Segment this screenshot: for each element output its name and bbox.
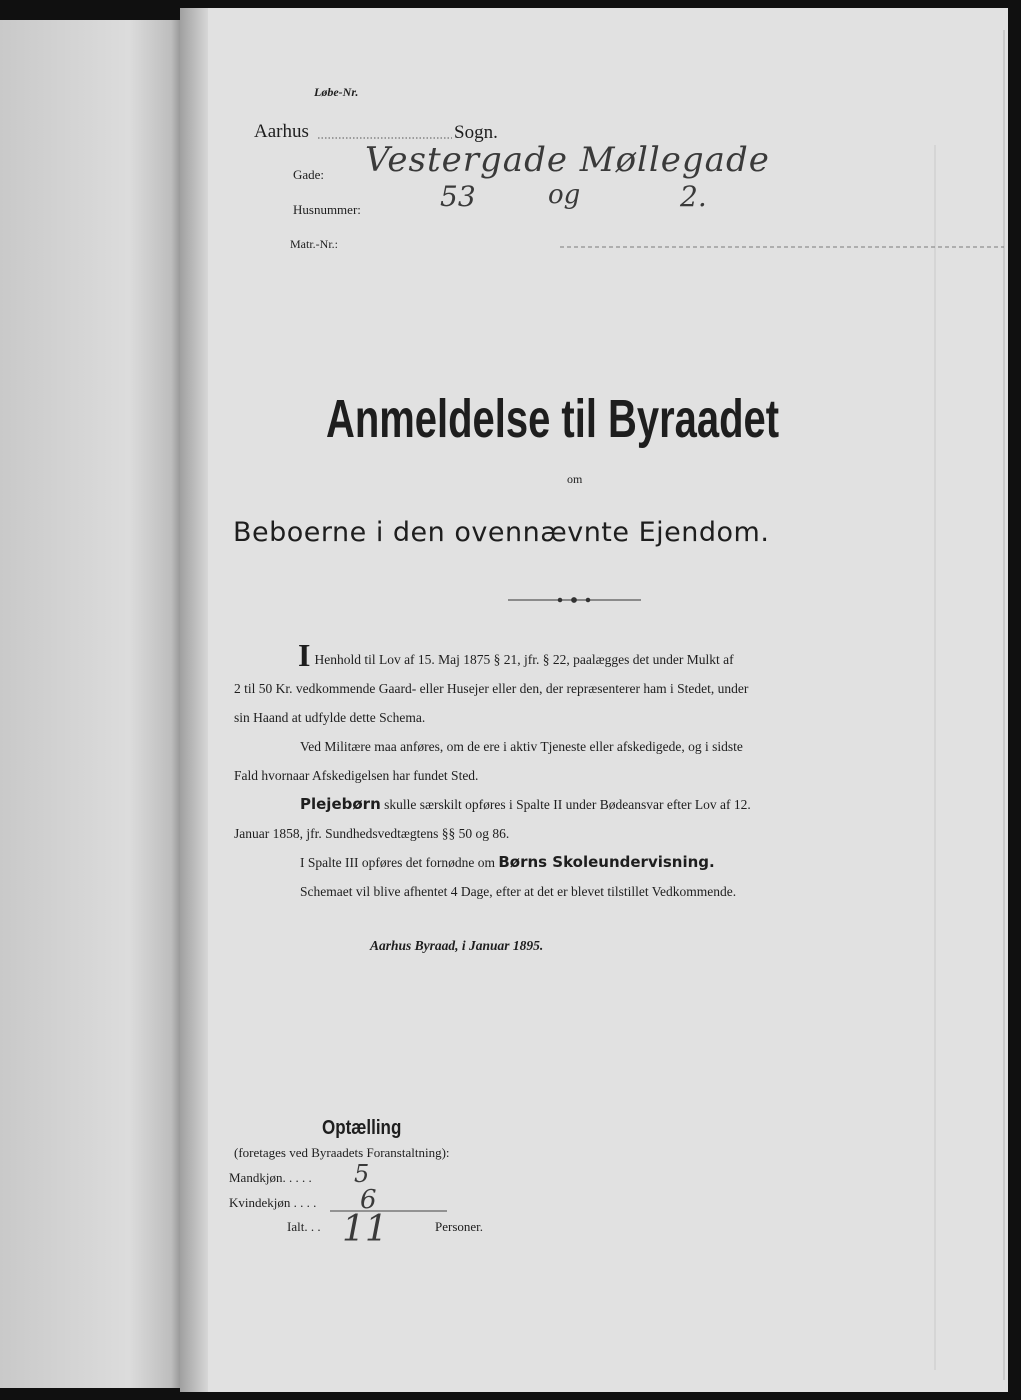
title-om: om bbox=[567, 472, 583, 486]
dropcap: I bbox=[298, 637, 311, 673]
female-label: Kvindekjøn . . . . bbox=[229, 1195, 317, 1210]
persons-label: Personer. bbox=[435, 1219, 484, 1234]
p3-line1: skulle særskilt opføres i Spalte II under Bødeansvar efter Lov af 12. bbox=[380, 797, 751, 812]
husnummer-handwritten-3: 2. bbox=[680, 180, 707, 213]
total-label: Ialt. . . bbox=[287, 1219, 321, 1234]
female-value-handwritten: 6 bbox=[360, 1185, 377, 1215]
husnummer-label: Husnummer: bbox=[293, 202, 361, 217]
signature-line: Aarhus Byraad, i Januar 1895. bbox=[370, 938, 544, 953]
lobe-nr-label: Løbe-Nr. bbox=[314, 85, 359, 99]
city-label: Aarhus bbox=[254, 121, 309, 142]
p3-line2: Januar 1858, jfr. Sundhedsvedtægtens §§ 50 og 86. bbox=[234, 826, 510, 841]
male-value-handwritten: 5 bbox=[354, 1160, 370, 1188]
p1-line3: sin Haand at udfylde dette Schema. bbox=[234, 710, 426, 725]
total-value-handwritten: 11 bbox=[342, 1209, 388, 1250]
main-title: Anmeldelse til Byraadet bbox=[326, 389, 780, 449]
p1-line2: 2 til 50 Kr. vedkommende Gaard- eller Husejer eller den, der repræsenterer ham i Stedet, under bbox=[234, 681, 749, 696]
p4-text: I Spalte III opføres det fornødne om bbox=[300, 855, 499, 870]
gade-handwritten: Vestergade Møllegade bbox=[365, 140, 770, 180]
subtitle: Beboerne i den ovennævnte Ejendom. bbox=[233, 517, 770, 548]
body-text bbox=[234, 637, 910, 906]
p2-line2: Fald hvornaar Afskedigelsen har fundet Sted. bbox=[234, 768, 479, 783]
p1-line1: Henhold til Lov af 15. Maj 1875 § 21, jfr. § 22, paalægges det under Mulkt af bbox=[314, 652, 734, 667]
left-page bbox=[0, 20, 184, 1388]
count-subtitle: (foretages ved Byraadets Foranstaltning): bbox=[234, 1145, 450, 1160]
count-title: Optælling bbox=[322, 1117, 402, 1139]
gade-label: Gade: bbox=[293, 167, 325, 182]
p5-line: Schemaet vil blive afhentet 4 Dage, efter at det er blevet tilstillet Vedkommende. bbox=[300, 884, 737, 899]
male-label: Mandkjøn. . . . . bbox=[229, 1170, 312, 1185]
sogn-label: Sogn. bbox=[454, 122, 498, 143]
p3-lead: Plejebørn bbox=[300, 795, 381, 813]
husnummer-handwritten-2: og bbox=[548, 180, 581, 210]
p4-lead: Børns Skoleundervisning. bbox=[498, 853, 715, 871]
husnummer-handwritten-1: 53 bbox=[440, 180, 476, 213]
matr-nr-label: Matr.-Nr.: bbox=[290, 237, 338, 251]
gutter-shadow bbox=[180, 8, 208, 1392]
p2-line1: Ved Militære maa anføres, om de ere i aktiv Tjeneste eller afskedigede, og i sidste bbox=[300, 739, 743, 754]
